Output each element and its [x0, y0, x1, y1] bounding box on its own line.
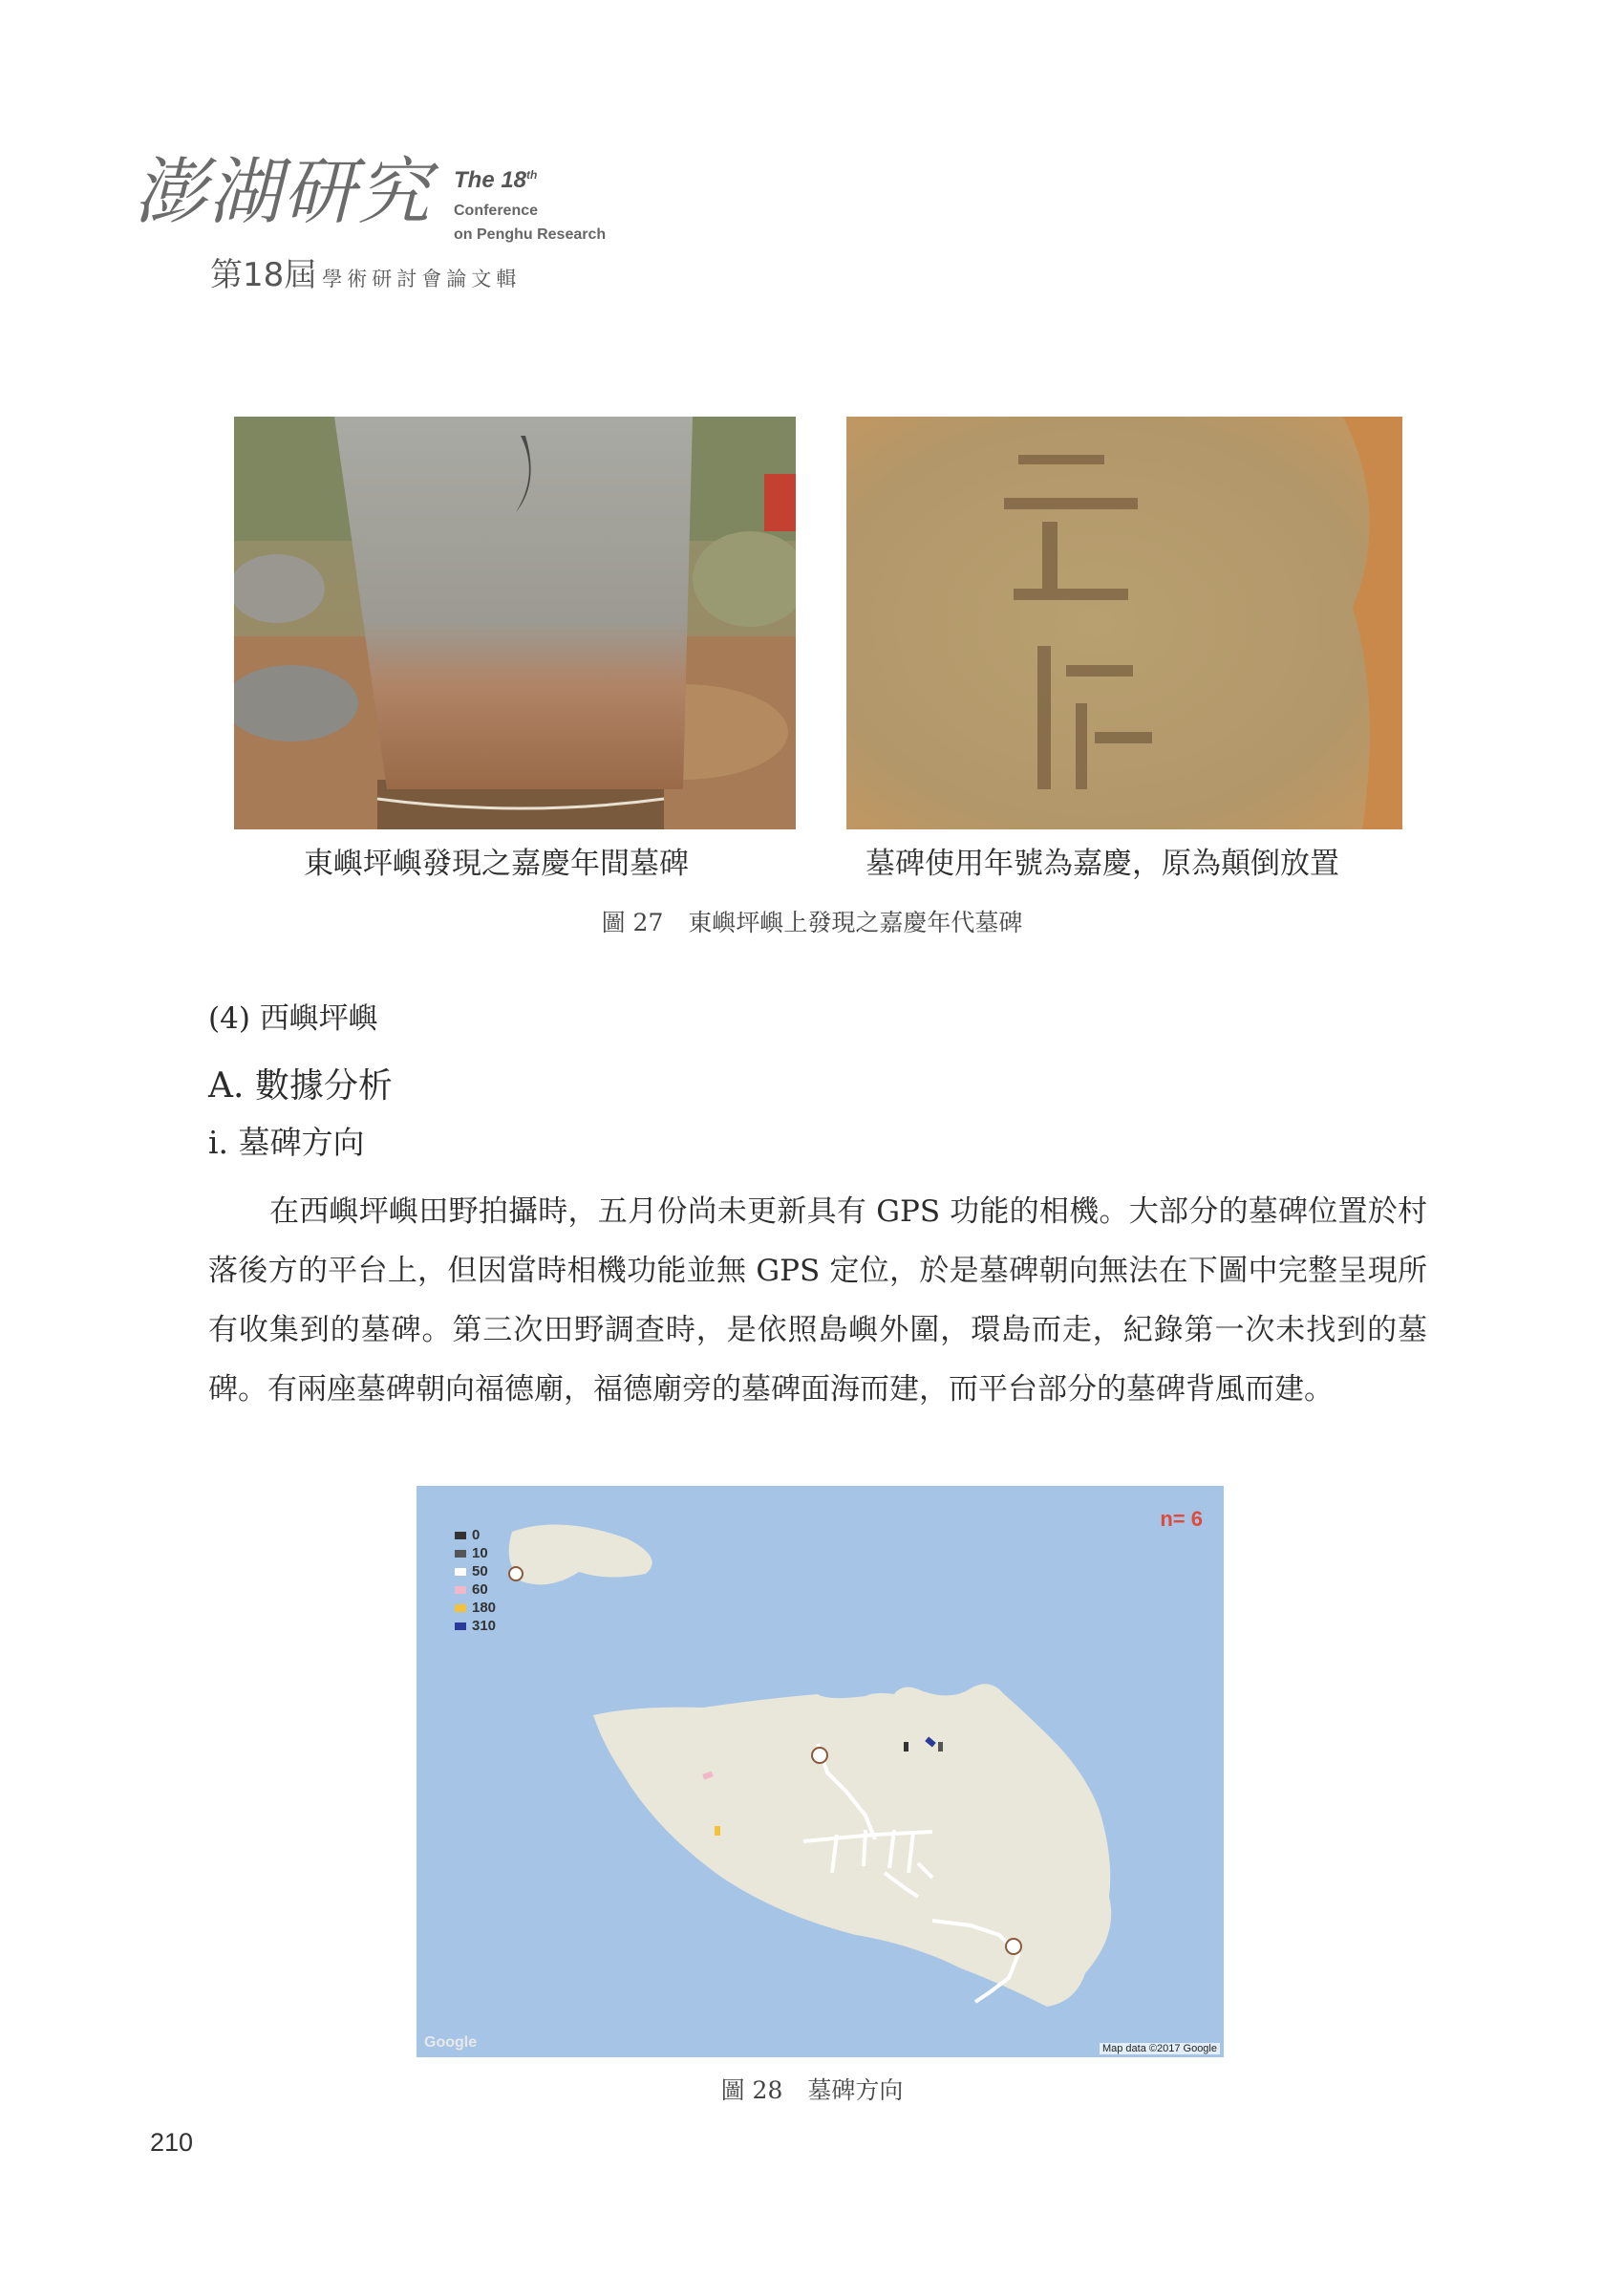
- figure-number: 圖 27: [601, 909, 664, 936]
- legend-item: 50: [455, 1562, 496, 1580]
- tombstone-photo-left: [234, 417, 796, 829]
- running-header: [134, 134, 630, 296]
- tombstone-direction-map: [417, 1486, 1224, 2057]
- section-heading: (4) 西嶼坪嶼: [208, 1001, 378, 1036]
- legend-item: 10: [455, 1544, 496, 1562]
- legend-swatch: [455, 1604, 466, 1612]
- subsection-heading-a: A. 數據分析: [208, 1066, 393, 1106]
- conference-title-line3: on Penghu Research: [454, 226, 607, 243]
- legend-item: 180: [455, 1599, 496, 1617]
- map-legend: [455, 1526, 496, 1635]
- figure-title: 東嶼坪嶼上發現之嘉慶年代墓碑: [688, 909, 1023, 936]
- legend-swatch: [455, 1586, 466, 1594]
- figure-27-caption: [0, 904, 1624, 938]
- photo-caption-left: 東嶼坪嶼發現之嘉慶年間墓碑: [304, 847, 689, 881]
- legend-swatch: [455, 1550, 466, 1558]
- journal-title-cn: 澎湖研究: [134, 149, 432, 234]
- tombstone-inscription-photo-right: [846, 417, 1402, 829]
- sample-size-label: n= 6: [1160, 1507, 1203, 1531]
- figure-28-caption: [0, 2072, 1624, 2106]
- legend-item: 60: [455, 1580, 496, 1599]
- conference-title-line1: The 18th: [454, 167, 538, 193]
- figure-title: 墓碑方向: [807, 2076, 904, 2104]
- figure-number: 圖 28: [720, 2076, 783, 2104]
- legend-swatch: [455, 1568, 466, 1576]
- legend-swatch: [455, 1623, 466, 1630]
- page-number: 210: [150, 2128, 194, 2157]
- subsection-heading-i: i. 墓碑方向: [208, 1124, 365, 1161]
- map-attribution: Map data ©2017 Google: [1100, 2043, 1220, 2054]
- google-logo: Google: [424, 2034, 478, 2051]
- photo-caption-right: 墓碑使用年號為嘉慶，原為顛倒放置: [865, 847, 1339, 881]
- legend-swatch: [455, 1532, 466, 1539]
- body-paragraph: 在西嶼坪嶼田野拍攝時，五月份尚未更新具有 GPS 功能的相機。大部分的墓碑位置於村落後方的平台上，但因當時相機功能並無 GPS 定位，於是墓碑朝向無法在下圖中完整呈現所有收集到的墓碑。第三次田野調查時，是依照島嶼外圍，環島而走，紀錄第一次未找到的墓碑。有兩座墓碑朝向福德廟，福德廟旁的墓碑面海而建，而平台部分的墓碑背風而建。: [208, 1194, 1427, 1407]
- legend-item: 0: [455, 1526, 496, 1544]
- legend-item: 310: [455, 1617, 496, 1635]
- journal-subtitle: 第18屆 學術研討會論文輯: [210, 256, 522, 294]
- conference-title-line2: Conference: [454, 203, 539, 219]
